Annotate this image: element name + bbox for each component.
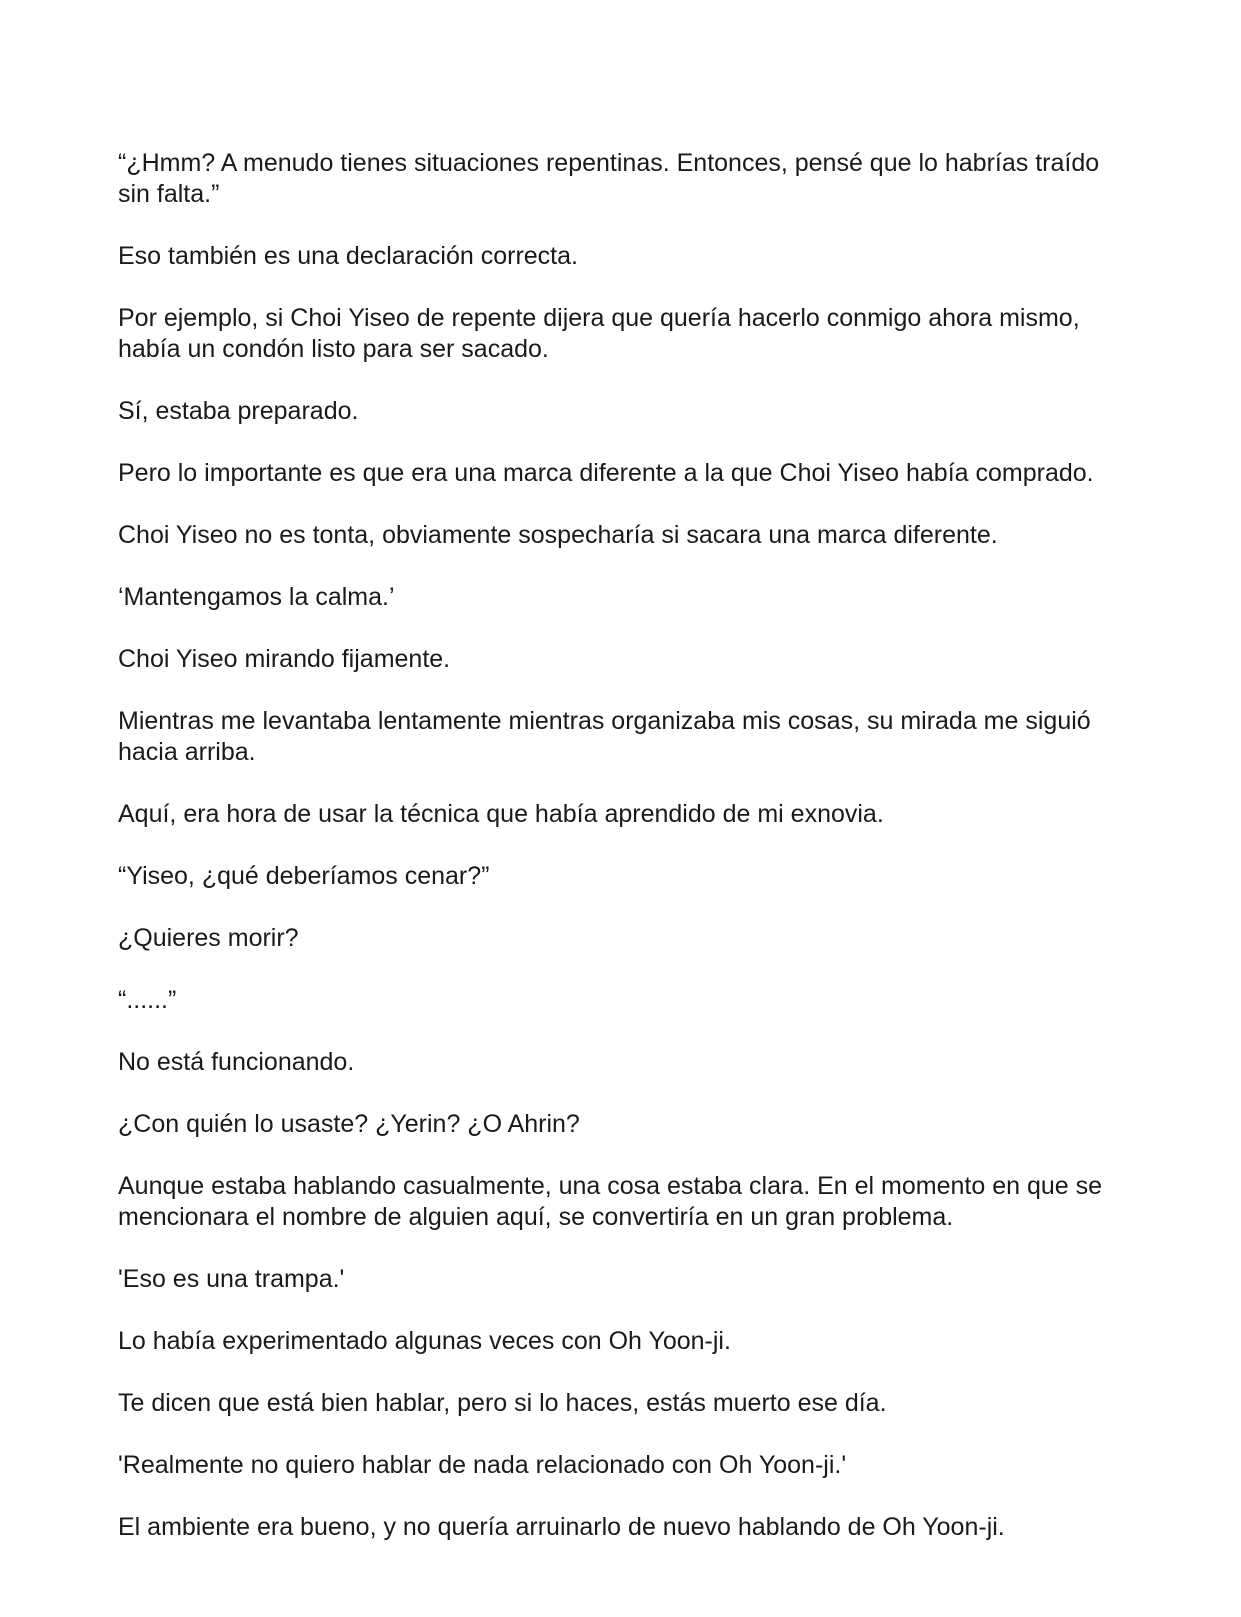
- paragraph-7: ‘Mantengamos la calma.’: [118, 583, 395, 611]
- paragraph-15: ¿Con quién lo usaste? ¿Yerin? ¿O Ahrin?: [118, 1110, 580, 1138]
- paragraph-21: El ambiente era bueno, y no quería arruinarlo de nuevo hablando de Oh Yoon-ji.: [118, 1513, 1005, 1541]
- paragraph-18: Lo había experimentado algunas veces con Oh Yoon-ji.: [118, 1327, 731, 1355]
- paragraph-6: Choi Yiseo no es tonta, obviamente sospecharía si sacara una marca diferente.: [118, 521, 998, 549]
- paragraph-3: Por ejemplo, si Choi Yiseo de repente dijera que quería hacerlo conmigo ahora mismo, había un condón listo para ser sacado.: [118, 304, 1080, 363]
- paragraph-14: No está funcionando.: [118, 1048, 355, 1076]
- paragraph-4: Sí, estaba preparado.: [118, 397, 359, 425]
- paragraph-10: Aquí, era hora de usar la técnica que había aprendido de mi exnovia.: [118, 800, 884, 828]
- paragraph-20: 'Realmente no quiero hablar de nada relacionado con Oh Yoon-ji.': [118, 1451, 847, 1479]
- paragraph-11: “Yiseo, ¿qué deberíamos cenar?”: [118, 862, 490, 890]
- paragraph-12: ¿Quieres morir?: [118, 924, 299, 952]
- paragraph-9: Mientras me levantaba lentamente mientras organizaba mis cosas, su mirada me siguió hacia arriba.: [118, 707, 1091, 766]
- paragraph-19: Te dicen que está bien hablar, pero si lo haces, estás muerto ese día.: [118, 1389, 887, 1417]
- paragraph-17: 'Eso es una trampa.': [118, 1265, 345, 1293]
- document-page: [118, 148, 1128, 1543]
- paragraph-16: Aunque estaba hablando casualmente, una cosa estaba clara. En el momento en que se mencionara el nombre de alguien aquí, se convertiría en un gran problema.: [118, 1172, 1103, 1231]
- paragraph-13: “......”: [118, 986, 177, 1014]
- paragraph-1: “¿Hmm? A menudo tienes situaciones repentinas. Entonces, pensé que lo habrías traído sin falta.”: [118, 149, 1100, 208]
- paragraph-8: Choi Yiseo mirando fijamente.: [118, 645, 451, 673]
- paragraph-2: Eso también es una declaración correcta.: [118, 242, 578, 270]
- paragraph-5: Pero lo importante es que era una marca diferente a la que Choi Yiseo había comprado.: [118, 459, 1094, 487]
